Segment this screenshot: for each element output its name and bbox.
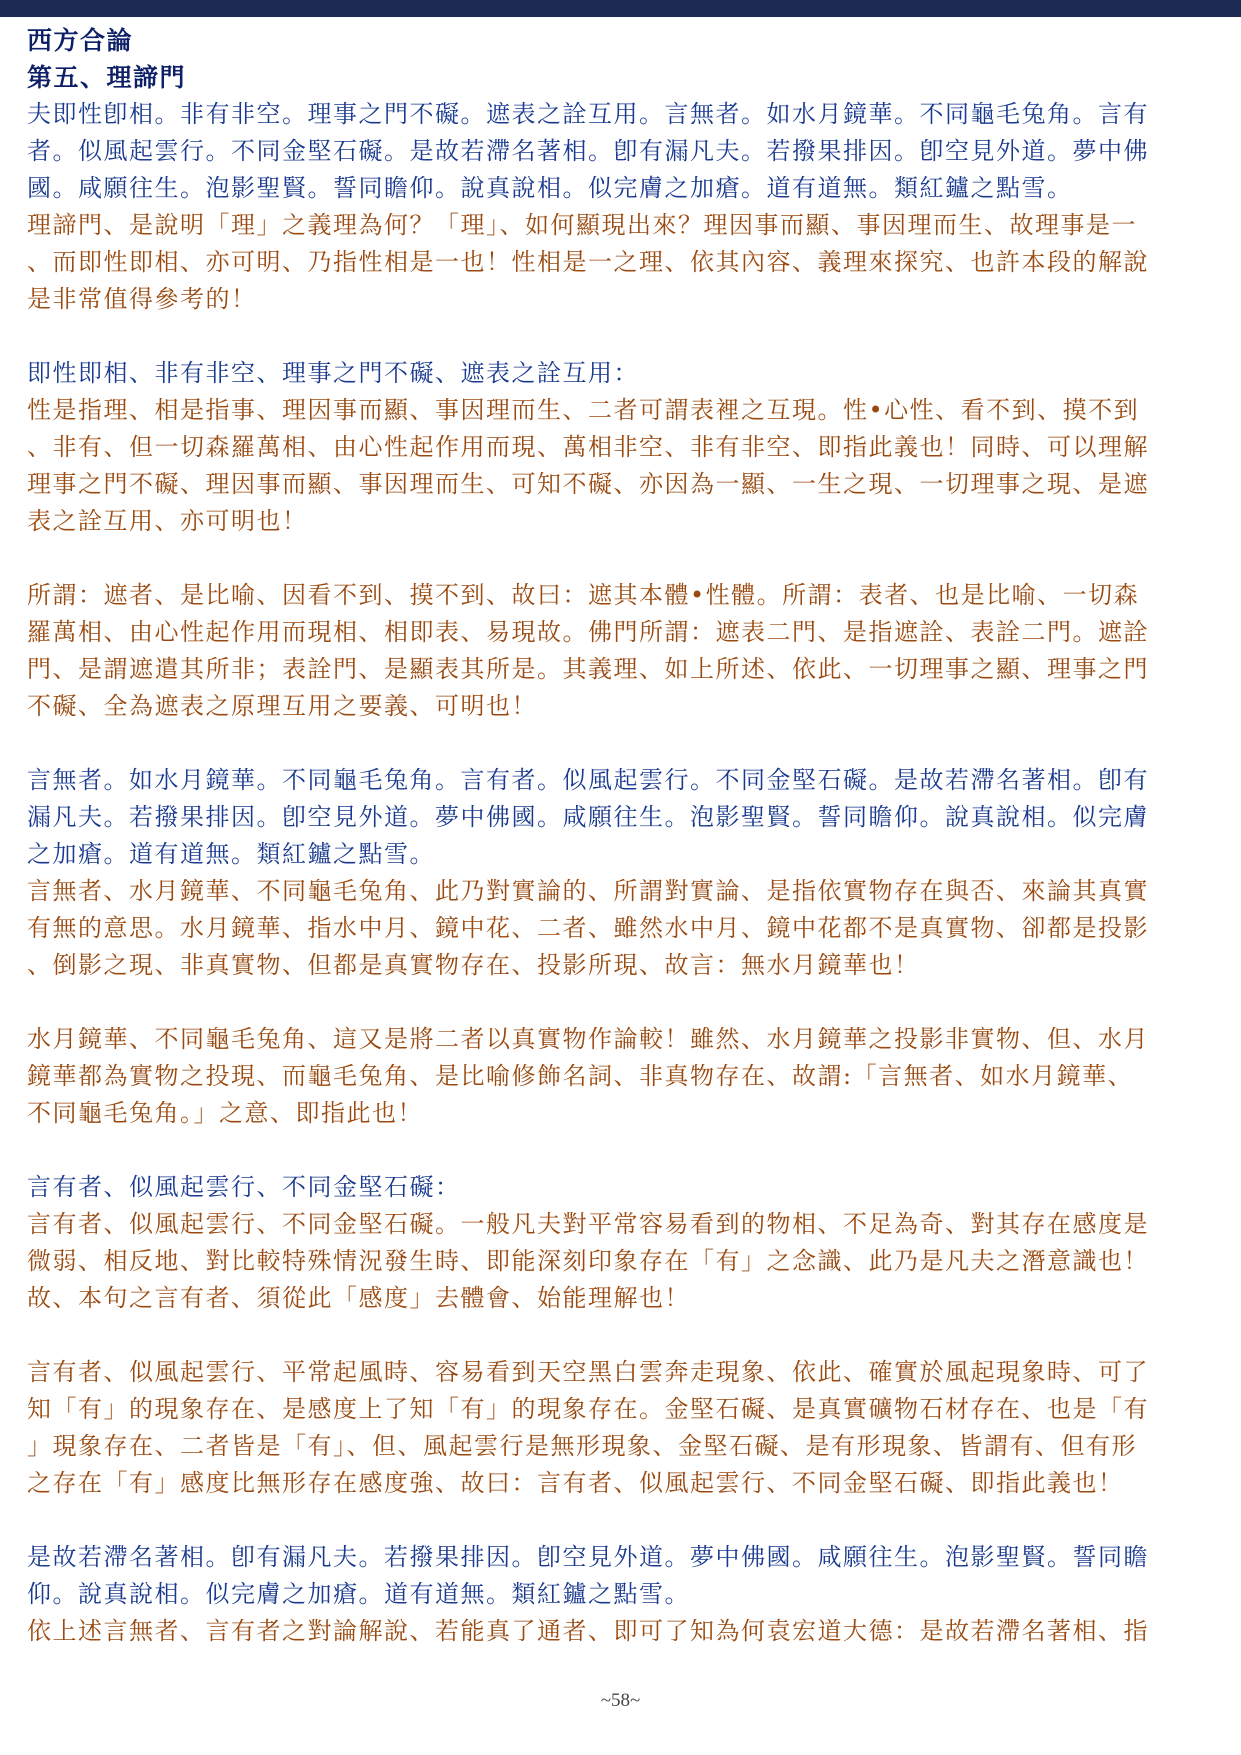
text-line: 表之詮互用、亦可明也！: [27, 507, 308, 535]
paragraph-gap: [27, 318, 1217, 355]
text-line: 、而即性即相、亦可明、乃指性相是一也！性相是一之理、依其內容、義理來探究、也許本段的解說: [27, 248, 1149, 276]
paragraph-container: [27, 96, 1217, 1650]
commentary-paragraph: [27, 873, 1217, 984]
paragraph-gap: [27, 1502, 1217, 1539]
text-line: 之加瘡。道有道無。類紅鑪之點雪。: [27, 840, 435, 868]
source-text-paragraph: [27, 355, 1217, 392]
text-line: 是故若滯名著相。卽有漏凡夫。若撥果排因。卽空見外道。夢中佛國。咸願往生。泡影聖賢。誓同瞻: [27, 1543, 1149, 1571]
paragraph-gap: [27, 540, 1217, 577]
commentary-paragraph: [27, 1613, 1217, 1650]
text-line: 有無的意思。水月鏡華、指水中月、鏡中花、二者、雖然水中月、鏡中花都不是真實物、卻都是投影: [27, 914, 1149, 942]
text-line: 依上述言無者、言有者之對論解說、若能真了通者、即可了知為何袁宏道大德：是故若滯名著相、指: [27, 1617, 1149, 1645]
text-line: 不同龜毛兔角。」之意、即指此也！: [27, 1099, 423, 1127]
text-line: 所謂：遮者、是比喻、因看不到、摸不到、故曰：遮其本體•性體。所謂：表者、也是比喻、一切森: [27, 581, 1140, 609]
source-text-paragraph: [27, 96, 1217, 207]
text-line: 言有者、似風起雲行、平常起風時、容易看到天空黑白雲奔走現象、依此、確實於風起現象時、可了: [27, 1358, 1149, 1386]
text-line: 微弱、相反地、對比較特殊情況發生時、即能深刻印象存在「有」之念識、此乃是凡夫之潛意識也！: [27, 1247, 1149, 1275]
commentary-paragraph: [27, 207, 1217, 318]
paragraph-gap: [27, 1132, 1217, 1169]
text-line: 羅萬相、由心性起作用而現相、相即表、易現故。佛門所謂：遮表二門、是指遮詮、表詮二門。遮詮: [27, 618, 1149, 646]
text-line: 國。咸願往生。泡影聖賢。誓同瞻仰。說真說相。似完膚之加瘡。道有道無。類紅鑪之點雪。: [27, 174, 1073, 202]
commentary-paragraph: [27, 1354, 1217, 1502]
source-text-paragraph: [27, 1169, 1217, 1206]
text-line: 理事之門不礙、理因事而顯、事因理而生、可知不礙、亦因為一顯、一生之現、一切理事之現、是遮: [27, 470, 1149, 498]
text-line: 理諦門、是說明「理」之義理為何？「理」、如何顯現出來？理因事而顯、事因理而生、故理事是一: [27, 211, 1137, 239]
text-line: 言有者、似風起雲行、不同金堅石礙。一般凡夫對平常容易看到的物相、不足為奇、對其存在感度是: [27, 1210, 1149, 1238]
text-line: 鏡華都為實物之投現、而龜毛兔角、是比喻修飾名詞、非真物存在、故謂:「言無者、如水月鏡華、: [27, 1062, 1134, 1090]
text-line: 即性即相、非有非空、理事之門不礙、遮表之詮互用：: [27, 359, 639, 387]
paragraph-gap: [27, 725, 1217, 762]
text-line: 漏凡夫。若撥果排因。卽空見外道。夢中佛國。咸願往生。泡影聖賢。誓同瞻仰。說真說相。似完膚: [27, 803, 1149, 831]
commentary-paragraph: [27, 1021, 1217, 1132]
text-line: 言無者、水月鏡華、不同龜毛兔角、此乃對實論的、所謂對實論、是指依實物存在與否、來論其真實: [27, 877, 1149, 905]
commentary-paragraph: [27, 392, 1217, 540]
text-line: 」現象存在、二者皆是「有」、但、風起雲行是無形現象、金堅石礙、是有形現象、皆謂有、但有形: [27, 1432, 1137, 1460]
text-line: 之存在「有」感度比無形存在感度強、故曰：言有者、似風起雲行、不同金堅石礙、即指此義也！: [27, 1469, 1124, 1497]
section-heading: 第五、理諦門: [27, 63, 187, 92]
text-line: 、倒影之現、非真實物、但都是真實物存在、投影所現、故言：無水月鏡華也！: [27, 951, 920, 979]
text-line: 性是指理、相是指事、理因事而顯、事因理而生、二者可謂表裡之互現。性•心性、看不到、摸不到: [27, 396, 1140, 424]
document-title: 西方合論: [27, 26, 134, 55]
document-body: [27, 22, 1217, 1650]
text-line: 水月鏡華、不同龜毛兔角、這又是將二者以真實物作論較！雖然、水月鏡華之投影非實物、但、水月: [27, 1025, 1149, 1053]
paragraph-gap: [27, 984, 1217, 1021]
text-line: 門、是謂遮遣其所非；表詮門、是顯表其所是。其義理、如上所述、依此、一切理事之顯、理事之門: [27, 655, 1149, 683]
text-line: 故、本句之言有者、須從此「感度」去體會、始能理解也！: [27, 1284, 690, 1312]
commentary-paragraph: [27, 577, 1217, 725]
text-line: 者。似風起雲行。不同金堅石礙。是故若滯名著相。卽有漏凡夫。若撥果排因。卽空見外道。夢中佛: [27, 137, 1149, 165]
text-line: 言有者、似風起雲行、不同金堅石礙：: [27, 1173, 461, 1201]
text-line: 、非有、但一切森羅萬相、由心性起作用而現、萬相非空、非有非空、即指此義也！同時、可以理解: [27, 433, 1149, 461]
text-line: 知「有」的現象存在、是感度上了知「有」的現象存在。金堅石礙、是真實礦物石材存在、也是「有: [27, 1395, 1149, 1423]
source-text-paragraph: [27, 762, 1217, 873]
source-text-paragraph: [27, 1539, 1217, 1613]
text-line: 言無者。如水月鏡華。不同龜毛兔角。言有者。似風起雲行。不同金堅石礙。是故若滯名著相。卽有: [27, 766, 1149, 794]
text-line: 是非常值得參考的！: [27, 285, 257, 313]
text-line: 不礙、全為遮表之原理互用之要義、可明也！: [27, 692, 537, 720]
text-line: 夫即性卽相。非有非空。理事之門不礙。遮表之詮互用。言無者。如水月鏡華。不同龜毛兔角。言有: [27, 100, 1149, 128]
commentary-paragraph: [27, 1206, 1217, 1317]
header-bar: [0, 0, 1241, 17]
paragraph-gap: [27, 1317, 1217, 1354]
text-line: 仰。說真說相。似完膚之加瘡。道有道無。類紅鑪之點雪。: [27, 1580, 690, 1608]
page-number: ~58~: [600, 1690, 641, 1711]
